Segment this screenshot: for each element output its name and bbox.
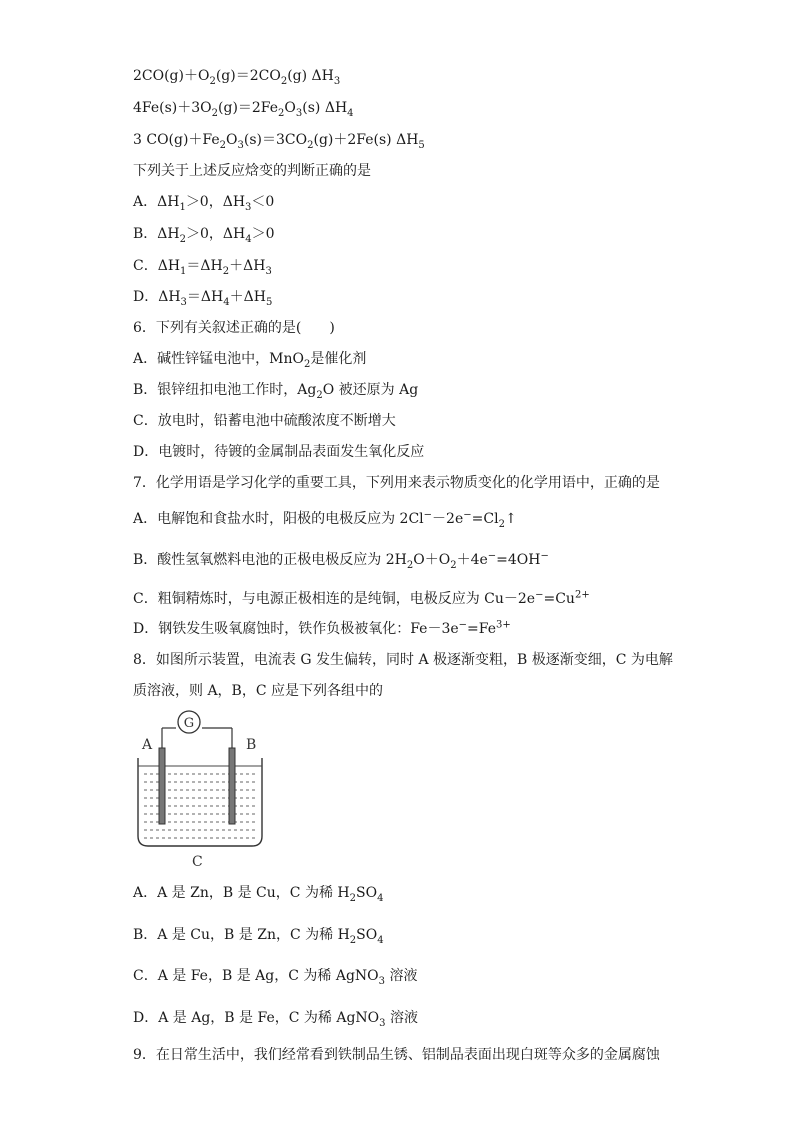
galvanometer-label: G [183, 716, 195, 731]
question-5-stem: 下列关于上述反应焓变的判断正确的是 [133, 163, 371, 179]
question-7-stem: 7．化学用语是学习化学的重要工具，下列用来表示物质变化的化学用语中，正确的是 [133, 475, 660, 491]
electrode-a-label: A [142, 737, 153, 753]
equation-4: $4Fe(s)+3O_2(g)=2Fe_2O_3(s)$ $\Delta H_4$ [133, 100, 354, 119]
question-7-option-a: A．电解饱和食盐水时，阳极的电极反应为 $2Cl^--2e^-=Cl_2↑$ [133, 509, 517, 530]
question-5-option-d: D．$\Delta H_3=\Delta H_4+\Delta H_5$ [133, 289, 273, 308]
electrode-b-label: B [246, 737, 257, 753]
question-8-stem-line-2: 质溶液，则 A，B，C 应是下列各组中的 [133, 683, 384, 699]
question-9-stem: 9．在日常生活中，我们经常看到铁制品生锈、铝制品表面出现白斑等众多的金属腐蚀 [133, 1047, 660, 1063]
question-8-option-d: D．A 是 Ag，B 是 Fe，C 为稀 AgNO$_3$ 溶液 [133, 1010, 418, 1029]
electrolytic-cell-diagram [132, 708, 264, 870]
equation-3: $2CO(g)+O_2(g)=2CO_2(g)$ $\Delta H_3$ [133, 68, 341, 87]
question-8-option-c: C．A 是 Fe，B 是 Ag，C 为稀 AgNO$_3$ 溶液 [133, 968, 418, 987]
equation-5: 3 $CO(g)+Fe_2O_3(s)=3CO_2(g)+2Fe(s)$ $\Delta H_5$ [133, 132, 425, 151]
solution-c-label: C [192, 854, 203, 870]
question-7-option-c: C．粗铜精炼时，与电源正极相连的是纯铜，电极反应为 $Cu-2e^-=Cu^{2+}$ [133, 589, 590, 607]
question-7-option-d: D．钢铁发生吸氧腐蚀时，铁作负极被氧化：$Fe-3e^-=Fe^{3+}$ [133, 619, 511, 637]
question-5-option-c: C．$\Delta H_1=\Delta H_2+\Delta H_3$ [133, 258, 272, 277]
question-5-option-b: B．$\Delta H_2>0$，$\Delta H_4>0$ [133, 226, 275, 245]
question-6-stem: 6．下列有关叙述正确的是( ) [133, 320, 335, 336]
question-6-option-a: A．碱性锌锰电池中，MnO$_2$是催化剂 [133, 351, 367, 370]
question-6-option-b: B．银锌纽扣电池工作时，$Ag_2O$ 被还原为 Ag [133, 382, 419, 401]
question-7-option-b: B．酸性氢氧燃料电池的正极电极反应为 $2H_2O+O_2+4e^-=4OH^-$ [133, 550, 549, 571]
question-8-option-a: A．A 是 Zn，B 是 Cu，C 为稀 $H_2SO_4$ [133, 885, 384, 904]
question-8-stem-line-1: 8．如图所示装置，电流表 G 发生偏转，同时 A 极逐渐变粗，B 极逐渐变细，C 为电解 [133, 652, 673, 668]
question-6-option-d: D．电镀时，待镀的金属制品表面发生氧化反应 [133, 444, 425, 460]
beaker-outline [138, 758, 262, 846]
electrode-b [229, 748, 235, 824]
question-6-option-c: C．放电时，铅蓄电池中硫酸浓度不断增大 [133, 413, 396, 429]
question-8-option-b: B．A 是 Cu，B 是 Zn，C 为稀 $H_2SO_4$ [133, 927, 384, 946]
electrode-a [159, 748, 165, 824]
question-5-option-a: A．$\Delta H_1>0$，$\Delta H_3<0$ [133, 194, 275, 213]
